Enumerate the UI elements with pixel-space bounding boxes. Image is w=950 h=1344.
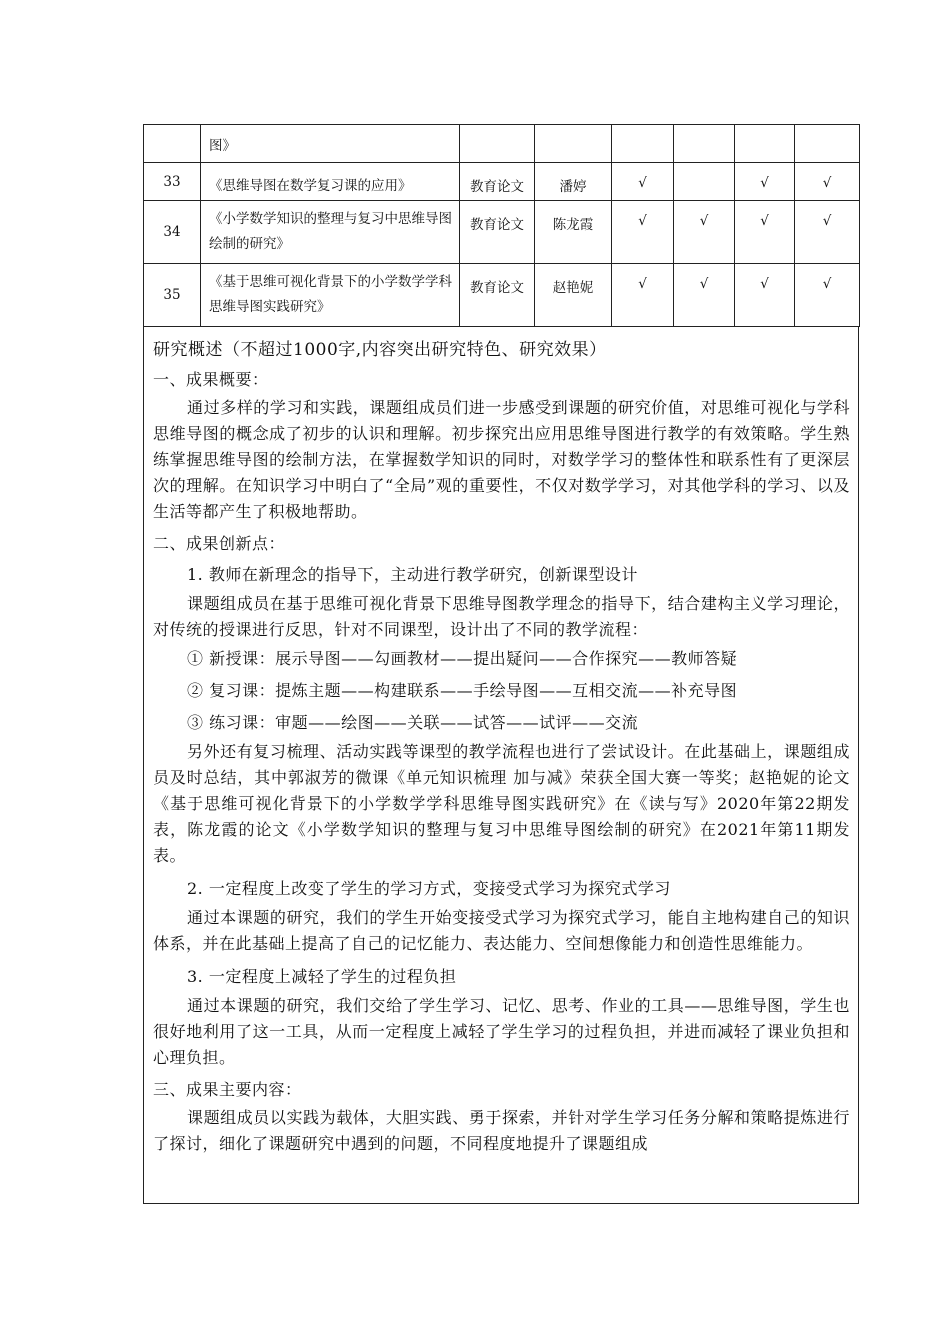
point-title: 2. 一定程度上改变了学生的学习方式，变接受式学习为探究式学习 (187, 879, 671, 898)
paragraph: 课题组成员在基于思维可视化背景下思维导图教学理念的指导下，结合建构主义学习理论，对传统的授课进行反思，针对不同课型，设计出了不同的教学流程： (153, 594, 850, 639)
row-title: 《小学数学知识的整理与复习中思维导图绘制的研究》 (201, 201, 460, 264)
table-row (144, 163, 860, 201)
row-author: 赵艳妮 (535, 264, 612, 327)
row-check (795, 125, 860, 163)
row-check: √ (674, 264, 735, 327)
table-row (144, 125, 860, 163)
point-title: 3. 一定程度上减轻了学生的过程负担 (187, 967, 457, 986)
point-title: 1. 教师在新理念的指导下，主动进行教学研究，创新课型设计 (187, 565, 638, 584)
paragraph: 通过多样的学习和实践，课题组成员们进一步感受到课题的研究价值，对思维可视化与学科思维导图的概念成了初步的认识和理解。初步探究出应用思维导图进行教学的有效策略。学生熟练掌握思维导图的绘制方法，在掌握数学知识的同时，对数学学习的整体性和联系性有了更深层次的理解。在知识学习中明白了“全局”观的重要性，不仅对数学学习，对其他学科的学习、以及生活等都产生了积极地帮助。 (153, 398, 850, 521)
row-check (674, 163, 735, 201)
row-type: 教育论文 (460, 163, 535, 201)
section-title: 三、成果主要内容： (153, 1080, 302, 1099)
research-summary (143, 327, 859, 1204)
row-check: √ (612, 163, 674, 201)
row-check: √ (795, 201, 860, 264)
paragraph: 课题组成员以实践为载体，大胆实践、勇于探索，并针对学生学习任务分解和策略提炼进行了探讨，细化了课题研究中遇到的问题，不同程度地提升了课题组成 (153, 1108, 850, 1153)
row-check: √ (612, 201, 674, 264)
row-title: 图》 (201, 125, 460, 163)
row-check (674, 125, 735, 163)
row-check (735, 125, 795, 163)
section-title: 一、成果概要： (153, 370, 269, 389)
row-number: 33 (144, 163, 201, 201)
flow-item: ③ 练习课：审题——绘图——关联——试答——试评——交流 (187, 713, 639, 732)
row-title: 《思维导图在数学复习课的应用》 (201, 163, 460, 201)
row-check: √ (735, 163, 795, 201)
paragraph: 另外还有复习梳理、活动实践等课型的教学流程也进行了尝试设计。在此基础上，课题组成员及时总结，其中郭淑芳的微课《单元知识梳理 加与减》荣获全国大赛一等奖；赵艳妮的论文《基于思维可视化背景下的小学数学学科思维导图实践研究》在《读与写》2020年第22期发表，陈龙霞的论文《小学数学知识的整理与复习中思维导图绘制的研究》在2021年第11期发表。 (153, 742, 850, 865)
row-check: √ (735, 264, 795, 327)
row-type: 教育论文 (460, 264, 535, 327)
row-type: 教育论文 (460, 201, 535, 264)
row-check: √ (735, 201, 795, 264)
row-check: √ (795, 264, 860, 327)
flow-item: ② 复习课：提炼主题——构建联系——手绘导图——互相交流——补充导图 (187, 681, 738, 700)
row-author: 陈龙霞 (535, 201, 612, 264)
row-author: 潘婷 (535, 163, 612, 201)
document-page (143, 124, 859, 1204)
row-type (460, 125, 535, 163)
table-row (144, 264, 860, 327)
row-author (535, 125, 612, 163)
row-number: 35 (144, 264, 201, 327)
paragraph: 通过本课题的研究，我们的学生开始变接受式学习为探究式学习，能自主地构建自己的知识体系，并在此基础上提高了自己的记忆能力、表达能力、空间想像能力和创造性思维能力。 (153, 908, 850, 953)
table-row (144, 201, 860, 264)
row-check: √ (612, 264, 674, 327)
paragraph: 通过本课题的研究，我们交给了学生学习、记忆、思考、作业的工具——思维导图，学生也很好地利用了这一工具，从而一定程度上减轻了学生学习的过程负担，并进而减轻了课业负担和心理负担。 (153, 996, 850, 1067)
row-number: 34 (144, 201, 201, 264)
section-title: 二、成果创新点： (153, 534, 286, 553)
row-title: 《基于思维可视化背景下的小学数学学科思维导图实践研究》 (201, 264, 460, 327)
row-check (612, 125, 674, 163)
results-table (143, 124, 860, 327)
row-check: √ (795, 163, 860, 201)
row-number (144, 125, 201, 163)
row-check: √ (674, 201, 735, 264)
summary-heading: 研究概述（不超过1000字,内容突出研究特色、研究效果） (153, 340, 607, 360)
flow-item: ① 新授课：展示导图——勾画教材——提出疑问——合作探究——教师答疑 (187, 649, 738, 668)
